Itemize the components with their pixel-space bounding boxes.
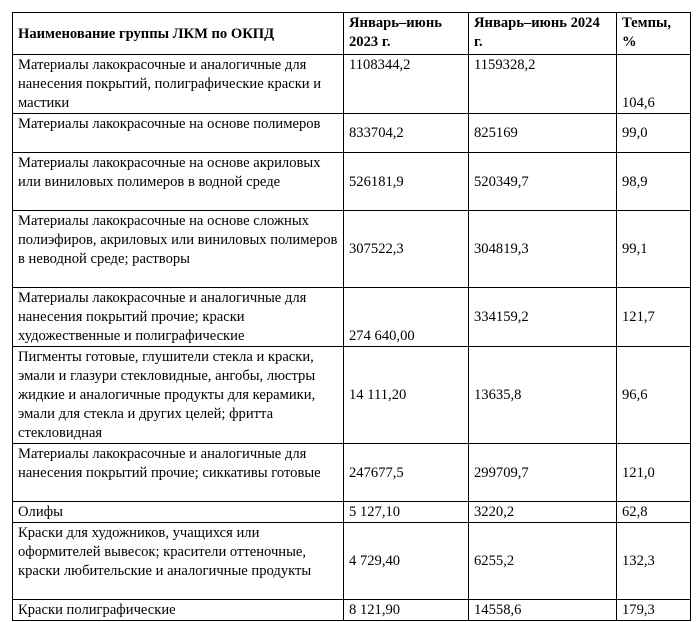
value-2023-cell: 247677,5 bbox=[344, 444, 469, 502]
value-2023-cell: 526181,9 bbox=[344, 153, 469, 211]
value-2024-cell: 1159328,2 bbox=[469, 55, 617, 114]
value-2024-cell: 825169 bbox=[469, 114, 617, 153]
value-2024-cell: 304819,3 bbox=[469, 211, 617, 288]
header-jan-jun-2023: Январь–июнь 2023 г. bbox=[344, 13, 469, 55]
table-row bbox=[13, 114, 691, 153]
table-row bbox=[13, 502, 691, 523]
value-2023-cell: 4 729,40 bbox=[344, 523, 469, 600]
header-group-name: Наименование группы ЛКМ по ОКПД bbox=[13, 13, 344, 55]
value-2024-cell: 3220,2 bbox=[469, 502, 617, 523]
value-2023-cell: 833704,2 bbox=[344, 114, 469, 153]
table-row bbox=[13, 288, 691, 347]
table-row bbox=[13, 523, 691, 600]
value-2023-cell: 274 640,00 bbox=[344, 288, 469, 347]
group-name-cell: Материалы лакокрасочные и аналогичные для нанесения покрытий прочие; краски художественные и полиграфические bbox=[13, 288, 344, 347]
group-name-cell: Материалы лакокрасочные и аналогичные для нанесения покрытий, полиграфические краски и мастики bbox=[13, 55, 344, 114]
table-row bbox=[13, 55, 691, 114]
group-name-cell: Материалы лакокрасочные на основе полимеров bbox=[13, 114, 344, 153]
value-2024-cell: 14558,6 bbox=[469, 600, 617, 621]
group-name-cell: Олифы bbox=[13, 502, 344, 523]
value-2023-cell: 8 121,90 bbox=[344, 600, 469, 621]
value-2023-cell: 307522,3 bbox=[344, 211, 469, 288]
rate-cell: 132,3 bbox=[617, 523, 691, 600]
lkm-production-table bbox=[12, 12, 691, 621]
value-2024-cell: 13635,8 bbox=[469, 347, 617, 444]
table-row bbox=[13, 211, 691, 288]
value-2023-cell: 5 127,10 bbox=[344, 502, 469, 523]
value-2024-cell: 299709,7 bbox=[469, 444, 617, 502]
rate-cell: 99,1 bbox=[617, 211, 691, 288]
group-name-cell: Материалы лакокрасочные на основе акриловых или виниловых полимеров в водной среде bbox=[13, 153, 344, 211]
header-row bbox=[13, 13, 691, 55]
table-row bbox=[13, 347, 691, 444]
rate-cell: 121,0 bbox=[617, 444, 691, 502]
value-2024-cell: 6255,2 bbox=[469, 523, 617, 600]
group-name-cell: Краски полиграфические bbox=[13, 600, 344, 621]
header-growth-rate: Темпы, % bbox=[617, 13, 691, 55]
value-2023-cell: 14 111,20 bbox=[344, 347, 469, 444]
rate-cell: 96,6 bbox=[617, 347, 691, 444]
header-jan-jun-2024: Январь–июнь 2024 г. bbox=[469, 13, 617, 55]
rate-cell: 121,7 bbox=[617, 288, 691, 347]
table-row bbox=[13, 444, 691, 502]
table-row bbox=[13, 600, 691, 621]
value-2023-cell: 1108344,2 bbox=[344, 55, 469, 114]
group-name-cell: Краски для художников, учащихся или оформителей вывесок; красители оттеночные, краски любительские и аналогичные продукты bbox=[13, 523, 344, 600]
group-name-cell: Материалы лакокрасочные и аналогичные для нанесения покрытий прочие; сиккативы готовые bbox=[13, 444, 344, 502]
rate-cell: 98,9 bbox=[617, 153, 691, 211]
value-2024-cell: 520349,7 bbox=[469, 153, 617, 211]
rate-cell: 104,6 bbox=[617, 55, 691, 114]
rate-cell: 179,3 bbox=[617, 600, 691, 621]
group-name-cell: Пигменты готовые, глушители стекла и краски, эмали и глазури стекловидные, ангобы, люстры жидкие и аналогичные продукты для керамики, эмали для стекла и других целей; фритта стекловидная bbox=[13, 347, 344, 444]
rate-cell: 62,8 bbox=[617, 502, 691, 523]
group-name-cell: Материалы лакокрасочные на основе сложных полиэфиров, акриловых или виниловых полимеров в неводной среде; растворы bbox=[13, 211, 344, 288]
value-2024-cell: 334159,2 bbox=[469, 288, 617, 347]
table-row bbox=[13, 153, 691, 211]
rate-cell: 99,0 bbox=[617, 114, 691, 153]
